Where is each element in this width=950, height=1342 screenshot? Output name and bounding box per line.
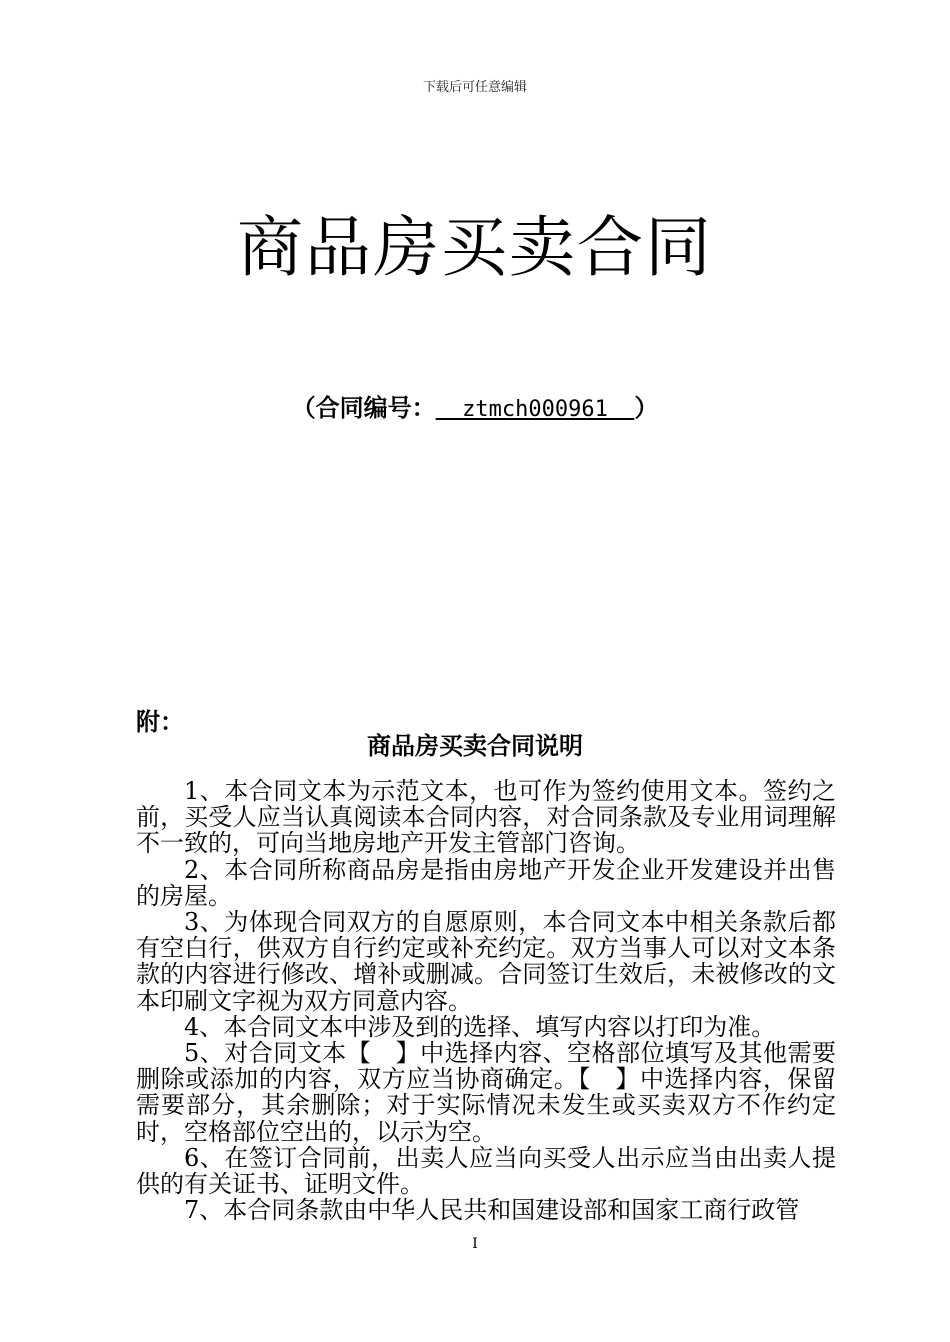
paragraph: 3、为体现合同双方的自愿原则，本合同文本中相关条款后都有空白行，供双方自行约定或补充约定。双方当事人可以对文本条款的内容进行修改、增补或删减。合同签订生效后，未被修改的文本印刷文字视为双方同意内容。	[136, 908, 836, 1015]
section-title: 商品房买卖合同说明	[367, 732, 583, 760]
paragraph: 6、在签订合同前，出卖人应当向买受人出示应当由出卖人提供的有关证书、证明文件。	[136, 1143, 836, 1199]
contract-number-suffix: ）	[634, 394, 659, 422]
page-number: I	[472, 1236, 478, 1252]
paragraph: 7、本合同条款由中华人民共和国建设部和国家工商行政管	[184, 1196, 800, 1225]
paragraph: 2、本合同所称商品房是指由房地产开发企业开发建设并出售的房屋。	[136, 855, 836, 910]
document-title: 商品房买卖合同	[237, 209, 713, 286]
contract-number-prefix: （合同编号：	[291, 394, 436, 422]
contract-number-line	[0, 388, 950, 423]
paragraph: 5、对合同文本【 】中选择内容、空格部位填写及其他需要删除或添加的内容，双方应当协商确定。【 】中选择内容，保留需要部分，其余删除；对于实际情况未发生或买卖双方不作约定时，空格部位空出的，以示为空。	[136, 1039, 836, 1146]
paragraph: 4、本合同文本中涉及到的选择、填写内容以打印为准。	[184, 1012, 776, 1041]
paragraph: 1、本合同文本为示范文本，也可作为签约使用文本。签约之前，买受人应当认真阅读本合同内容，对合同条款及专业用词理解不一致的，可向当地房地产开发主管部门咨询。	[136, 777, 836, 858]
appendix-label: 附：	[136, 708, 184, 736]
contract-number-value: ztmch000961	[435, 397, 635, 422]
header-note: 下载后可任意编辑	[422, 80, 527, 95]
instructions-body	[136, 778, 836, 1223]
